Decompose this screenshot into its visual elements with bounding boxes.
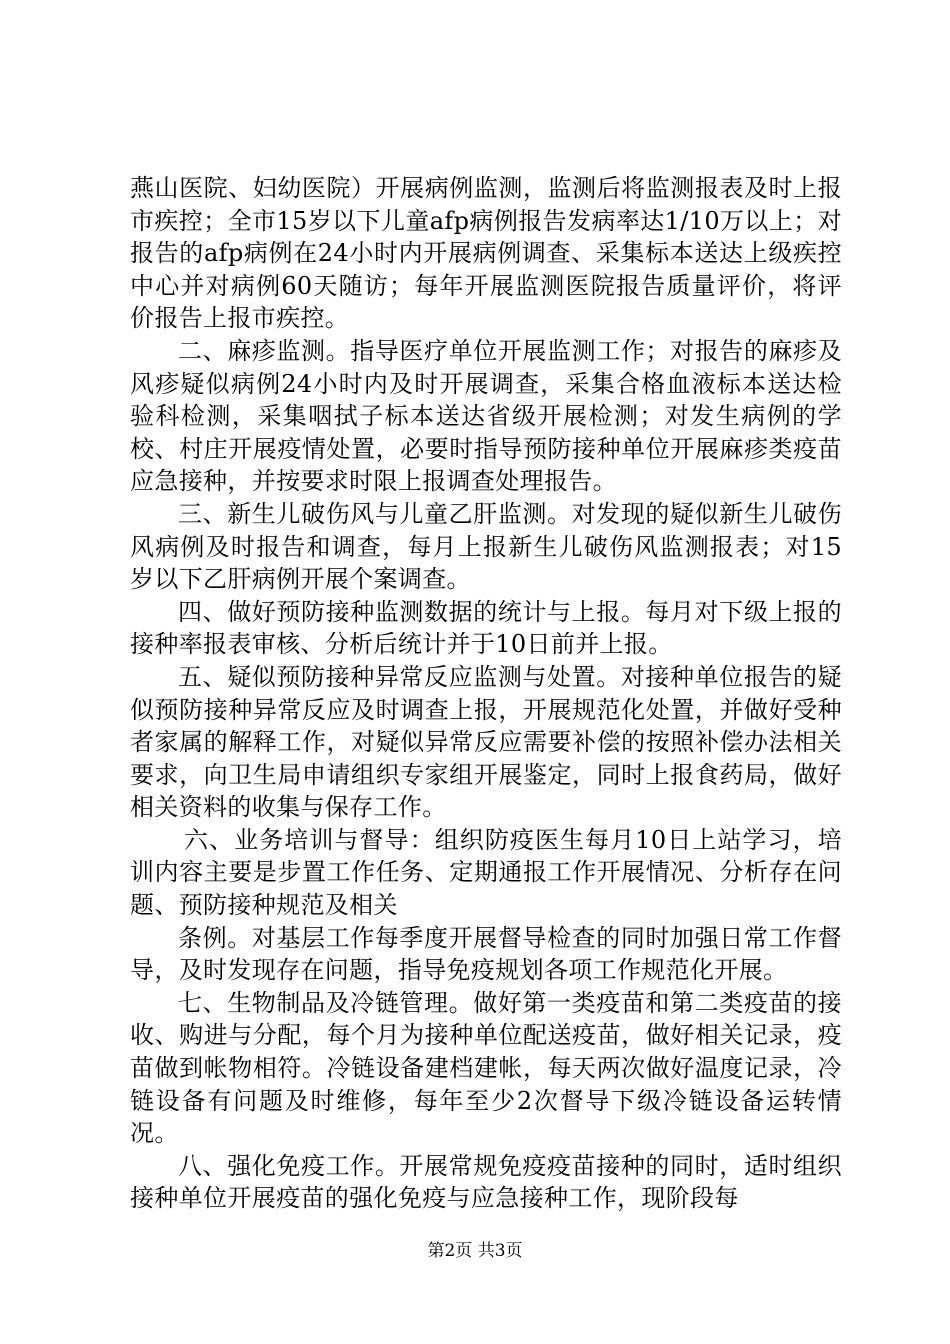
paragraph-continuation: 燕山医院、妇幼医院）开展病例监测，监测后将监测报表及时上报市疾控；全市15岁以下儿童afp病例报告发病率达1/10万以上；对报告的afp病例在24小时内开展病例调查、采集标本送达上级疾控中心并对病例60天随访；每年开展监测医院报告质量评价，将评价报告上报市疾控。 bbox=[130, 174, 842, 333]
paragraph-training-continuation: 条例。对基层工作每季度开展督导检查的同时加强日常工作督导，及时发现存在问题，指导免疫规划各项工作规范化开展。 bbox=[130, 923, 842, 985]
paragraph-tetanus-hepatitis-monitoring: 三、新生儿破伤风与儿童乙肝监测。对发现的疑似新生儿破伤风病例及时报告和调查，每月上报新生儿破伤风监测报表；对15岁以下乙肝病例开展个案调查。 bbox=[130, 499, 842, 594]
document-body bbox=[130, 172, 842, 1215]
paragraph-training-supervision: 六、业务培训与督导：组织防疫医生每月10日上站学习，培训内容主要是步置工作任务、定期通报工作开展情况、分析存在问题、预防接种规范及相关 bbox=[130, 825, 842, 920]
paragraph-measles-monitoring: 二、麻疹监测。指导医疗单位开展监测工作；对报告的麻疹及风疹疑似病例24小时内及时开展调查，采集合格血液标本送达检验科检测，采集咽拭子标本送达省级开展检测；对发生病例的学校、村庄开展疫情处置，必要时指导预防接种单位开展麻疹类疫苗应急接种，并按要求时限上报调查处理报告。 bbox=[130, 336, 842, 496]
page-number-footer: 第2页 共3页 bbox=[427, 1241, 523, 1261]
paragraph-intensified-immunization: 八、强化免疫工作。开展常规免疫疫苗接种的同时，适时组织接种单位开展疫苗的强化免疫与应急接种工作，现阶段每 bbox=[130, 1151, 842, 1213]
paragraph-cold-chain: 七、生物制品及冷链管理。做好第一类疫苗和第二类疫苗的接收、购进与分配，每个月为接种单位配送疫苗，做好相关记录，疫苗做到帐物相符。冷链设备建档建帐，每天两次做好温度记录，冷链设备有问题及时维修，每年至少2次督导下级冷链设备运转情况。 bbox=[130, 988, 842, 1148]
paragraph-vaccination-statistics: 四、做好预防接种监测数据的统计与上报。每月对下级上报的接种率报表审核、分析后统计并于10日前并上报。 bbox=[130, 597, 842, 659]
paragraph-adverse-reaction: 五、疑似预防接种异常反应监测与处置。对接种单位报告的疑似预防接种异常反应及时调查上报，开展规范化处置，并做好受种者家属的解释工作，对疑似异常反应需要补偿的按照补偿办法相关要求，向卫生局申请组织专家组开展鉴定，同时上报食药局，做好相关资料的收集与保存工作。 bbox=[130, 662, 842, 822]
